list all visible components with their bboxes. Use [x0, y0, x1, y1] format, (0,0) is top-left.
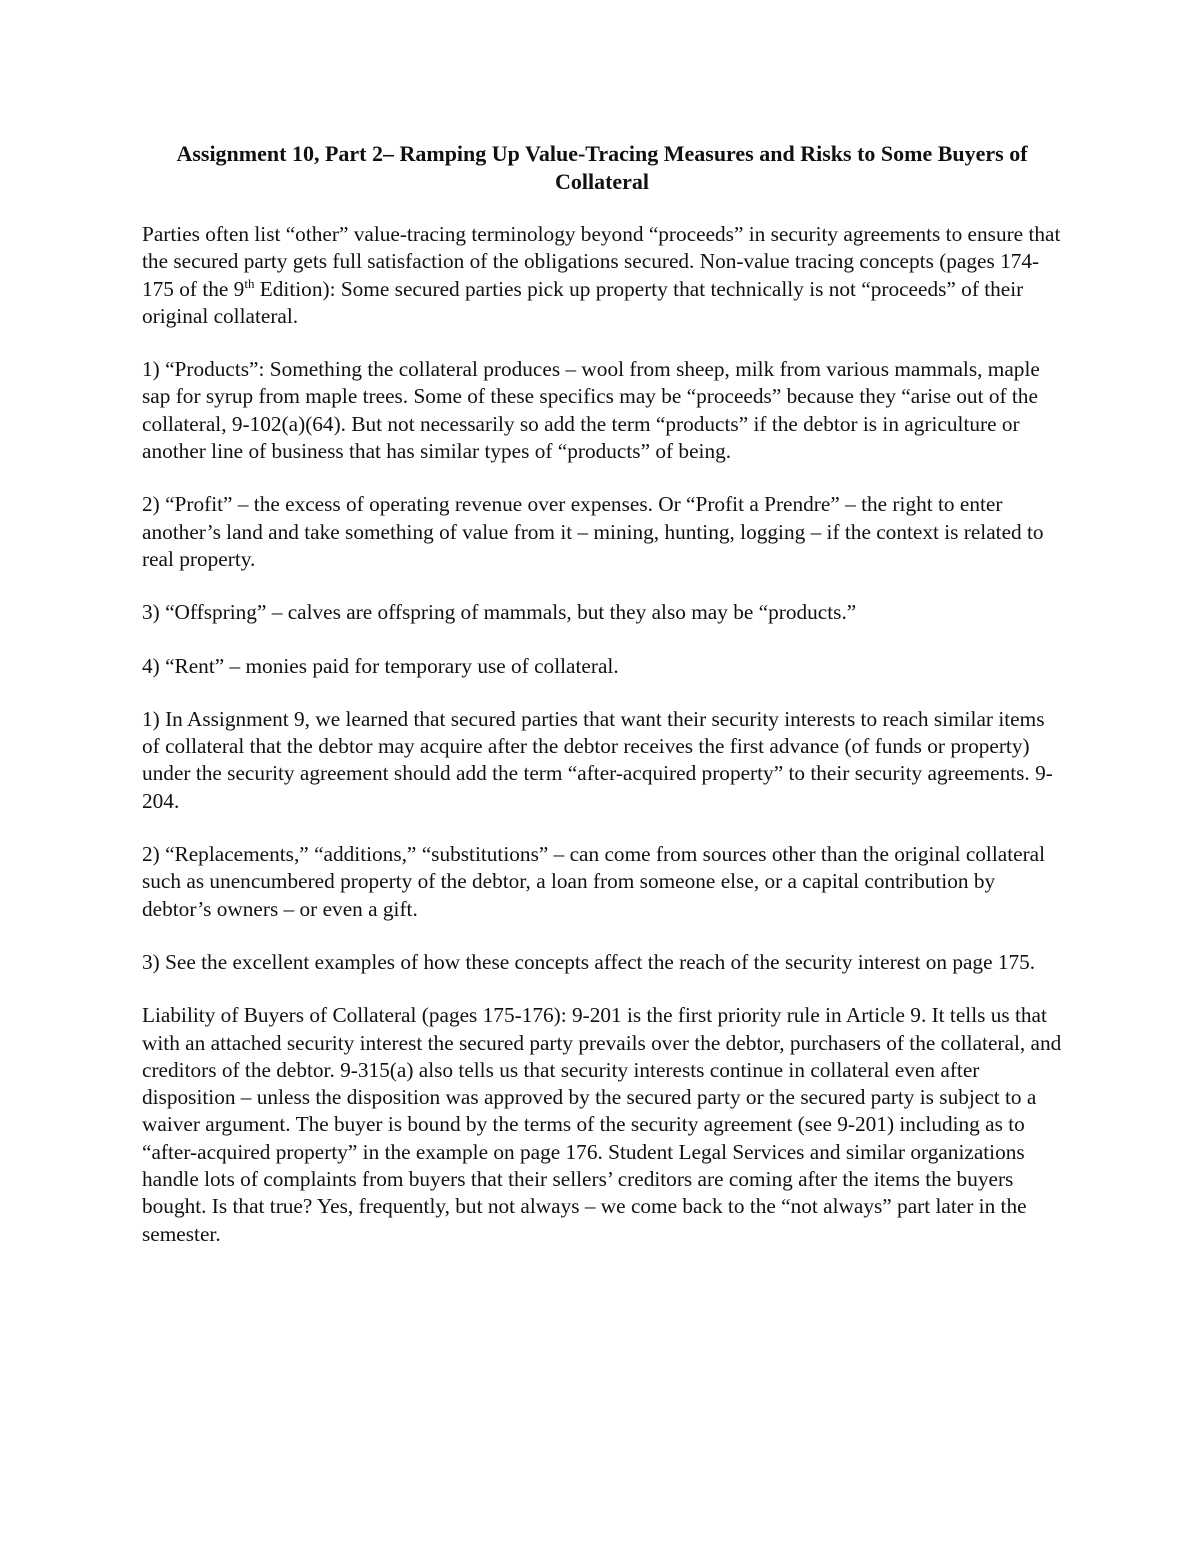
document-page: [142, 140, 1062, 1274]
paragraph-replacements: 2) “Replacements,” “additions,” “substitutions” – can come from sources other than the original collateral such as unencumbered property of the debtor, a loan from someone else, or a capital contribution by debtor’s owners – or even a gift.: [142, 842, 1046, 921]
paragraph-profit: 2) “Profit” – the excess of operating revenue over expenses. Or “Profit a Prendre” – the right to enter another’s land and take something of value from it – mining, hunting, logging – if the context is related to real property.: [142, 492, 1044, 571]
paragraph-examples: 3) See the excellent examples of how these concepts affect the reach of the security interest on page 175.: [142, 949, 1036, 974]
intro-text: Parties often list “other” value-tracing terminology beyond “proceeds” in security agreements to ensure that the secured party gets full satisfaction of the obligations secured. Non-value tracing concepts (pages 174-175 of the 9: [142, 222, 1061, 301]
document-title: Assignment 10, Part 2– Ramping Up Value-Tracing Measures and Risks to Some Buyers of Collateral: [176, 141, 1028, 194]
intro-paragraph: [142, 221, 1062, 330]
intro-text-continued: Edition): Some secured parties pick up property that technically is not “proceeds” of their original collateral.: [142, 276, 1024, 328]
paragraph-products: 1) “Products”: Something the collateral produces – wool from sheep, milk from various mammals, maple sap for syrup from maple trees. Some of these specifics may be “proceeds” because they “arise out of the collateral, 9-102(a)(64). But not necessarily so add the term “products” if the debtor is in agriculture or another line of business that has similar types of “products” of being.: [142, 357, 1040, 464]
edition-superscript: th: [244, 275, 255, 291]
paragraph-offspring: 3) “Offspring” – calves are offspring of mammals, but they also may be “products.”: [142, 600, 857, 625]
paragraph-buyer-liability: Liability of Buyers of Collateral (pages 175-176): 9-201 is the first priority rule in Article 9. It tells us that with an attached security interest the secured party prevails over the debtor, purchasers of the collateral, and creditors of the debtor. 9-315(a) also tells us that security interests continue in collateral even after disposition – unless the disposition was approved by the secured party or the secured party is subject to a waiver argument. The buyer is bound by the terms of the security agreement (see 9-201) including as to “after-acquired property” in the example on page 176. Student Legal Services and similar organizations handle lots of complaints from buyers that their sellers’ creditors are coming after the items the buyers bought. Is that true? Yes, frequently, but not always – we come back to the “not always” part later in the semester.: [142, 1003, 1062, 1246]
paragraph-after-acquired: 1) In Assignment 9, we learned that secured parties that want their security interests to reach similar items of collateral that the debtor may acquire after the debtor receives the first advance (of funds or property) under the security agreement should add the term “after-acquired property” to their security agreements. 9-204.: [142, 706, 1053, 813]
paragraph-rent: 4) “Rent” – monies paid for temporary use of collateral.: [142, 653, 619, 678]
